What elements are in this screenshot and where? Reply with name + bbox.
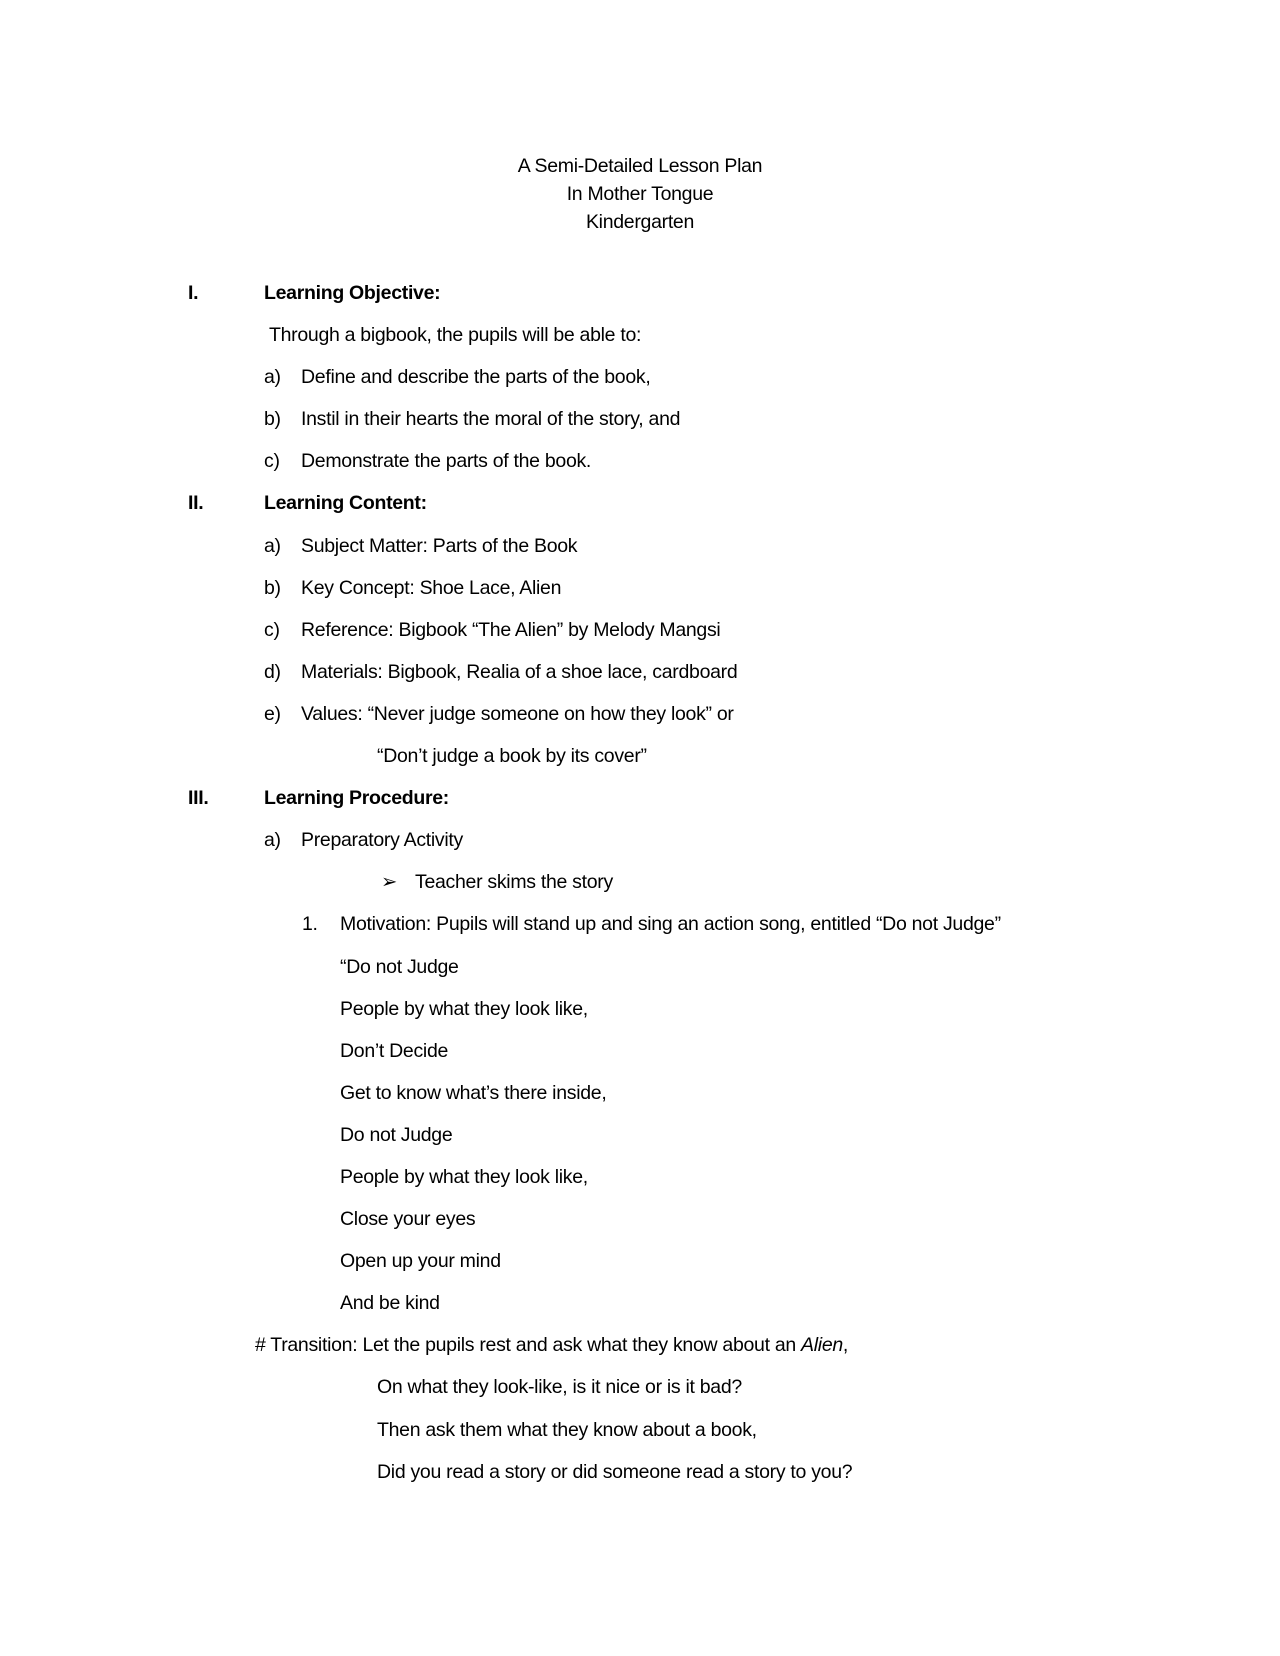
song-line: And be kind — [340, 1292, 440, 1315]
list-item: c) Demonstrate the parts of the book. — [264, 450, 592, 473]
section-heading — [0, 272, 1280, 314]
title-line: Kindergarten — [585, 211, 695, 233]
list-item: d) Materials: Bigbook, Realia of a shoe lace, cardboard — [264, 660, 738, 683]
numbered-item: 1. Motivation: Pupils will stand up and sing an action song, entitled “Do not Judge” — [302, 913, 1001, 936]
title-line: In Mother Tongue — [566, 183, 714, 205]
song-line: Do not Judge — [340, 1123, 453, 1146]
title-line: A Semi-Detailed Lesson Plan — [517, 155, 763, 177]
transition-line: Then ask them what they know about a book, — [377, 1418, 757, 1441]
list-item: b) Key Concept: Shoe Lace, Alien — [264, 576, 562, 599]
song-line: People by what they look like, — [340, 1165, 588, 1188]
transition-line: Did you read a story or did someone read a story to you? — [377, 1460, 853, 1483]
list-item: e) Values: “Never judge someone on how they look” or — [264, 702, 734, 725]
section-heading — [0, 482, 1280, 524]
list-item-continuation: “Don’t judge a book by its cover” — [377, 745, 647, 768]
list-item: a) Preparatory Activity — [264, 829, 463, 852]
section-heading — [0, 777, 1280, 819]
transition-line: On what they look-like, is it nice or is it bad? — [377, 1376, 742, 1399]
list-item: a) Define and describe the parts of the book, — [264, 366, 651, 389]
text-line — [0, 314, 1280, 356]
section-title: Learning Procedure: — [264, 787, 450, 810]
bullet-item: ➢ Teacher skims the story — [0, 861, 1280, 903]
arrow-bullet-icon: ➢ — [381, 871, 398, 894]
list-item: c) Reference: Bigbook “The Alien” by Melody Mangsi — [264, 618, 721, 641]
song-line: People by what they look like, — [340, 997, 588, 1020]
section-title: Learning Content: — [264, 492, 427, 515]
section-title: Learning Objective: — [264, 282, 441, 304]
objective-intro: Through a bigbook, the pupils will be able to: — [269, 324, 642, 347]
section-numeral: I. — [188, 282, 199, 304]
document-title — [0, 152, 1280, 236]
document-body — [0, 272, 1280, 1493]
song-line: Don’t Decide — [340, 1039, 449, 1062]
list-item: a) Subject Matter: Parts of the Book — [264, 534, 578, 557]
section-numeral: III. — [188, 787, 209, 810]
text-line — [0, 735, 1280, 777]
section-numeral: II. — [188, 492, 204, 515]
song-line: “Do not Judge — [340, 955, 459, 978]
song-line: Open up your mind — [340, 1250, 501, 1273]
song-line: Get to know what’s there inside, — [340, 1081, 607, 1104]
list-item: b) Instil in their hearts the moral of the story, and — [264, 408, 681, 431]
transition-line: # Transition: Let the pupils rest and ask what they know about an Alien, — [255, 1334, 849, 1357]
song-line: Close your eyes — [340, 1208, 476, 1231]
